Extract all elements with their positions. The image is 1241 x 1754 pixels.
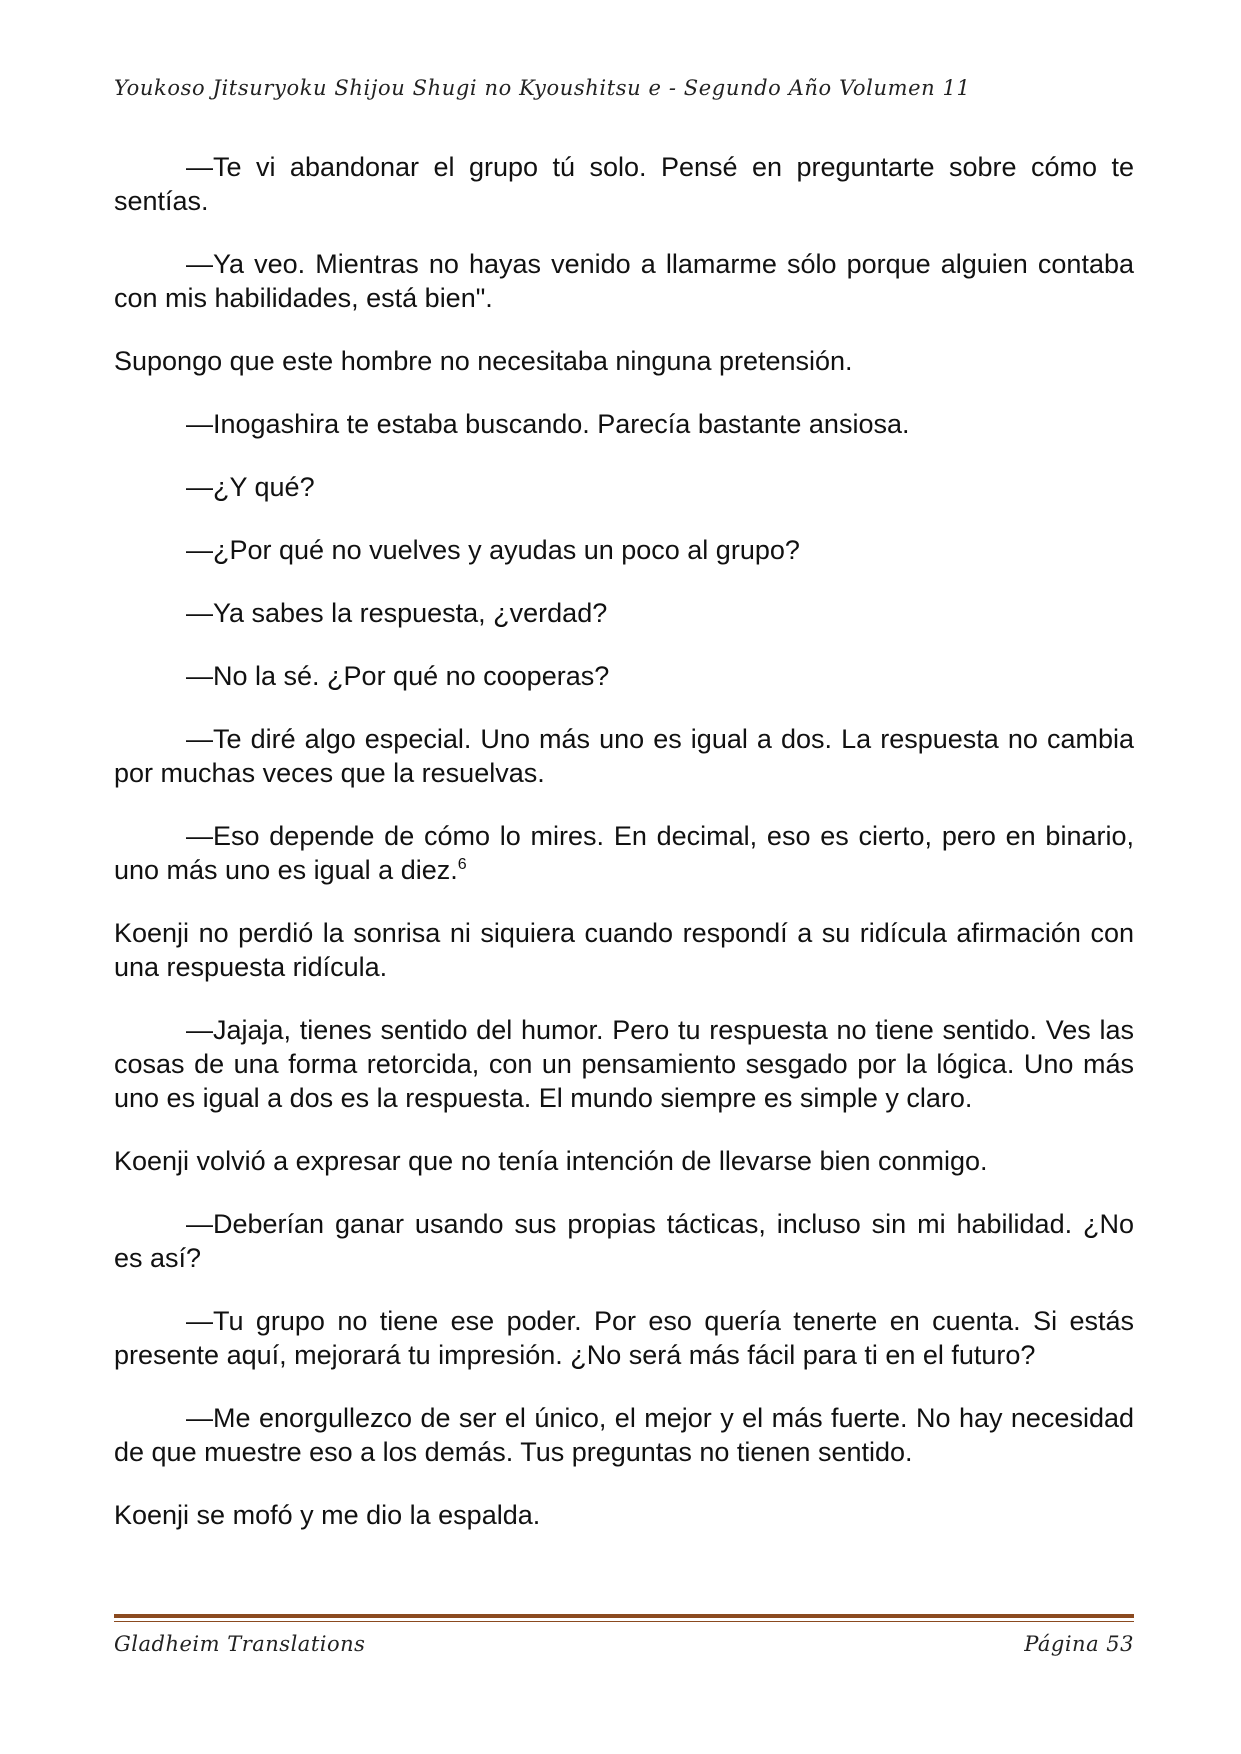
footer-page-number: Página 53 [1024,1632,1134,1656]
paragraph: —Deberían ganar usando sus propias tácticas, incluso sin mi habilidad. ¿No es así? [114,1209,1134,1273]
paragraph: —Inogashira te estaba buscando. Parecía bastante ansiosa. [186,409,910,439]
paragraph: Supongo que este hombre no necesitaba ninguna pretensión. [114,346,853,376]
footnote-reference[interactable]: 6 [457,856,467,873]
footer-divider [114,1614,1134,1622]
paragraph-with-footnote [114,819,1134,887]
paragraph: Koenji se mofó y me dio la espalda. [114,1500,541,1530]
paragraph: —¿Por qué no vuelves y ayudas un poco al grupo? [186,535,800,565]
paragraph: —Te diré algo especial. Uno más uno es igual a dos. La respuesta no cambia por muchas veces que la resuelvas. [114,724,1134,788]
paragraph: —Me enorgullezco de ser el único, el mejor y el más fuerte. No hay necesidad de que muestre eso a los demás. Tus preguntas no tienen sentido. [114,1403,1134,1467]
footer-divider-thin [114,1621,1134,1622]
paragraph: —Tu grupo no tiene ese poder. Por eso quería tenerte en cuenta. Si estás presente aquí, mejorará tu impresión. ¿No será más fácil para ti en el futuro? [114,1306,1134,1370]
body-text [114,150,1134,1561]
paragraph: Koenji no perdió la sonrisa ni siquiera cuando respondí a su ridícula afirmación con una respuesta ridícula. [114,918,1134,982]
paragraph-text: —Eso depende de cómo lo mires. En decimal, eso es cierto, pero en binario, uno más uno es igual a diez. [114,821,1134,885]
paragraph: —No la sé. ¿Por qué no cooperas? [186,661,610,691]
paragraph: —Ya veo. Mientras no hayas venido a llamarme sólo porque alguien contaba con mis habilidades, está bien". [114,249,1134,313]
paragraph: —¿Y qué? [186,472,315,502]
paragraph: Koenji volvió a expresar que no tenía intención de llevarse bien conmigo. [114,1146,988,1176]
paragraph: —Ya sabes la respuesta, ¿verdad? [186,598,608,628]
footer-translator-credit: Gladheim Translations [114,1632,366,1656]
paragraph: —Jajaja, tienes sentido del humor. Pero tu respuesta no tiene sentido. Ves las cosas de una forma retorcida, con un pensamiento sesgado por la lógica. Uno más uno es igual a dos es la respuesta. El mundo siempre es simple y claro. [114,1015,1134,1113]
footer-divider-thick [114,1614,1134,1618]
running-header: Youkoso Jitsuryoku Shijou Shugi no Kyoushitsu e - Segundo Año Volumen 11 [114,76,971,100]
paragraph: —Te vi abandonar el grupo tú solo. Pensé en preguntarte sobre cómo te sentías. [114,152,1134,216]
